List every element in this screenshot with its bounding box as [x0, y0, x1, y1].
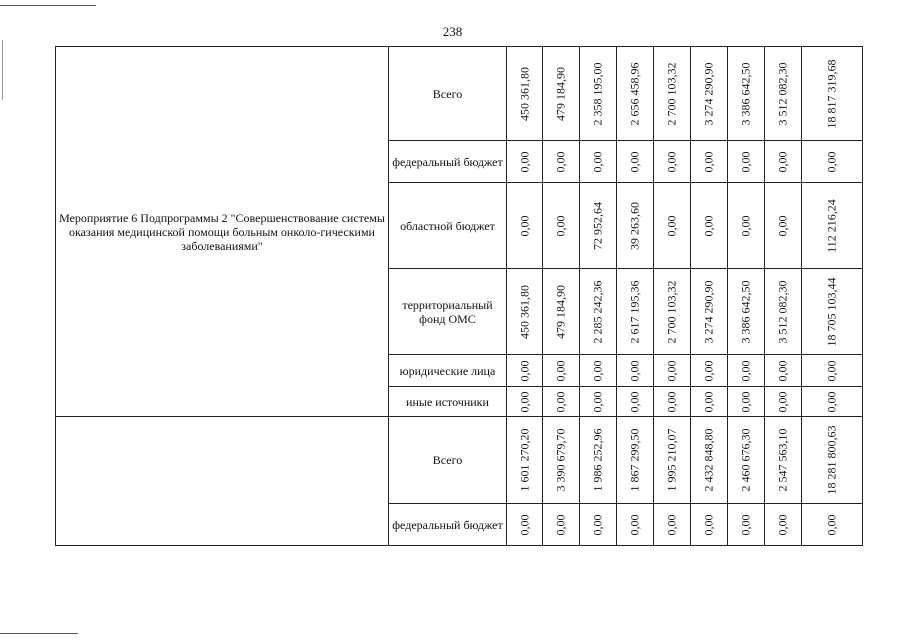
value-text: 2 547 563,10: [775, 428, 790, 492]
value-text: 0,00: [824, 151, 839, 172]
value-cell: [507, 269, 543, 355]
page-number: 238: [442, 24, 463, 39]
value-text: 0,00: [590, 514, 605, 535]
value-text: 2 617 195,36: [627, 280, 642, 343]
value-cell: [691, 47, 728, 141]
value-text: 0,00: [517, 151, 531, 172]
value-text: 72 952,64: [590, 201, 605, 250]
value-cell: [580, 269, 617, 355]
value-cell: [580, 47, 617, 141]
funding-source-cell: иные источники: [389, 387, 507, 417]
value-cell: [728, 183, 765, 269]
value-cell: [728, 387, 765, 417]
event-name-cell: Мероприятие 6 Подпрограммы 2 "Совершенствование системы оказания медицинской помощи больным онколо-гическими заболеваниями": [56, 47, 389, 417]
value-cell: [765, 269, 802, 355]
value-cell: [728, 355, 765, 387]
value-text: 0,00: [824, 360, 839, 381]
value-text: 450 361,80: [517, 66, 531, 121]
scan-mark-bottom: [0, 633, 78, 634]
value-cell: [654, 387, 691, 417]
value-text: 0,00: [627, 391, 642, 412]
value-cell: [654, 504, 691, 546]
value-text: 0,00: [824, 514, 839, 535]
value-cell: [728, 504, 765, 546]
value-text: 0,00: [738, 514, 753, 535]
value-cell: [654, 355, 691, 387]
value-cell: [802, 141, 863, 183]
value-text: 2 700 103,32: [664, 280, 679, 343]
value-text: 1 995 210,07: [664, 428, 679, 492]
value-cell: [543, 417, 580, 504]
value-cell: [617, 269, 654, 355]
value-text: 0,00: [553, 514, 568, 535]
value-text: 2 656 458,96: [627, 62, 642, 125]
value-text: 0,00: [775, 514, 790, 535]
value-cell: [617, 355, 654, 387]
value-text: 112 216,24: [824, 198, 839, 253]
value-text: 479 184,90: [553, 284, 568, 339]
funding-source-cell: Всего: [389, 47, 507, 141]
value-cell: [507, 47, 543, 141]
value-cell: [802, 355, 863, 387]
value-text: 0,00: [553, 360, 568, 381]
value-cell: [802, 183, 863, 269]
value-text: 0,00: [627, 360, 642, 381]
value-text: 0,00: [590, 151, 605, 172]
value-cell: [507, 417, 543, 504]
funding-source-cell: федеральный бюджет: [389, 141, 507, 183]
value-cell: [580, 355, 617, 387]
value-text: 3 512 082,30: [775, 62, 790, 125]
value-text: 0,00: [738, 151, 753, 172]
value-cell: [543, 269, 580, 355]
value-text: 0,00: [627, 514, 642, 535]
value-text: 2 460 676,30: [738, 428, 753, 492]
value-text: 0,00: [590, 360, 605, 381]
value-cell: [765, 141, 802, 183]
value-text: 0,00: [517, 215, 531, 236]
value-text: 3 512 082,30: [775, 280, 790, 343]
value-text: 1 986 252,96: [590, 428, 605, 492]
value-cell: [507, 387, 543, 417]
value-text: 3 390 679,70: [553, 428, 568, 492]
value-cell: [691, 269, 728, 355]
value-text: 0,00: [664, 360, 679, 381]
value-cell: [580, 417, 617, 504]
value-cell: [691, 183, 728, 269]
value-cell: [654, 141, 691, 183]
value-cell: [728, 417, 765, 504]
value-text: 0,00: [701, 360, 716, 381]
funding-source-cell: Всего: [389, 417, 507, 504]
value-text: 0,00: [590, 391, 605, 412]
value-cell: [580, 387, 617, 417]
value-cell: [654, 183, 691, 269]
value-text: 2 432 848,80: [701, 428, 716, 492]
value-cell: [580, 504, 617, 546]
value-text: 0,00: [701, 151, 716, 172]
value-text: 0,00: [553, 151, 568, 172]
value-text: 0,00: [517, 360, 531, 381]
value-text: 0,00: [738, 360, 753, 381]
value-text: 18 705 103,44: [824, 277, 839, 346]
event-name-cell: [56, 417, 389, 546]
value-text: 3 274 290,90: [701, 62, 716, 125]
value-cell: [691, 504, 728, 546]
value-cell: [691, 417, 728, 504]
value-cell: [728, 141, 765, 183]
value-cell: [691, 387, 728, 417]
funding-source-cell: территориальный фонд ОМС: [389, 269, 507, 355]
value-cell: [765, 47, 802, 141]
value-cell: [765, 417, 802, 504]
value-text: 0,00: [553, 391, 568, 412]
value-cell: [802, 387, 863, 417]
value-cell: [802, 269, 863, 355]
scan-mark-left: [2, 40, 3, 100]
value-text: 2 700 103,32: [664, 62, 679, 125]
value-cell: [802, 47, 863, 141]
value-cell: [580, 141, 617, 183]
value-text: 3 274 290,90: [701, 280, 716, 343]
value-text: 0,00: [775, 391, 790, 412]
value-cell: [765, 355, 802, 387]
value-cell: [617, 387, 654, 417]
value-cell: [507, 183, 543, 269]
scan-mark-top: [0, 5, 96, 6]
value-text: 18 817 319,68: [824, 59, 839, 128]
value-text: 0,00: [824, 391, 839, 412]
value-text: 0,00: [775, 215, 790, 236]
value-text: 0,00: [553, 215, 568, 236]
value-cell: [507, 141, 543, 183]
value-cell: [691, 355, 728, 387]
value-text: 0,00: [701, 391, 716, 412]
value-cell: [802, 417, 863, 504]
value-cell: [728, 269, 765, 355]
value-text: 2 285 242,36: [590, 280, 605, 343]
value-cell: [654, 417, 691, 504]
value-cell: [543, 183, 580, 269]
value-cell: [543, 141, 580, 183]
value-cell: [617, 141, 654, 183]
value-text: 2 358 195,00: [590, 62, 605, 125]
table-row: [56, 417, 863, 504]
value-text: 18 281 800,63: [824, 425, 839, 495]
value-text: 0,00: [664, 391, 679, 412]
value-cell: [543, 504, 580, 546]
value-cell: [617, 47, 654, 141]
value-cell: [765, 504, 802, 546]
value-text: 0,00: [664, 514, 679, 535]
value-text: 0,00: [775, 151, 790, 172]
value-cell: [507, 355, 543, 387]
value-text: 3 386 642,50: [738, 62, 753, 125]
value-text: 450 361,80: [517, 284, 531, 339]
value-text: 0,00: [775, 360, 790, 381]
value-text: 0,00: [664, 151, 679, 172]
value-cell: [543, 387, 580, 417]
value-text: 0,00: [517, 514, 531, 535]
funding-source-cell: областной бюджет: [389, 183, 507, 269]
value-cell: [802, 504, 863, 546]
value-cell: [617, 417, 654, 504]
value-text: 1 601 270,20: [517, 428, 531, 492]
value-cell: [765, 387, 802, 417]
value-text: 0,00: [664, 215, 679, 236]
value-cell: [617, 504, 654, 546]
value-text: 39 263,60: [627, 201, 642, 250]
value-cell: [691, 141, 728, 183]
value-text: 0,00: [627, 151, 642, 172]
value-cell: [728, 47, 765, 141]
value-text: 0,00: [701, 215, 716, 236]
value-text: 0,00: [738, 391, 753, 412]
value-cell: [765, 183, 802, 269]
funding-source-cell: юридические лица: [389, 355, 507, 387]
value-text: 3 386 642,50: [738, 280, 753, 343]
value-cell: [507, 504, 543, 546]
table-row: [56, 47, 863, 141]
value-cell: [654, 47, 691, 141]
value-text: 1 867 299,50: [627, 428, 642, 492]
value-cell: [580, 183, 617, 269]
value-cell: [617, 183, 654, 269]
value-text: 479 184,90: [553, 66, 568, 121]
value-cell: [543, 47, 580, 141]
funding-source-cell: федеральный бюджет: [389, 504, 507, 546]
value-text: 0,00: [738, 215, 753, 236]
budget-table: [55, 46, 863, 546]
value-text: 0,00: [517, 391, 531, 412]
value-cell: [654, 269, 691, 355]
table-body: [56, 47, 863, 546]
value-cell: [543, 355, 580, 387]
value-text: 0,00: [701, 514, 716, 535]
